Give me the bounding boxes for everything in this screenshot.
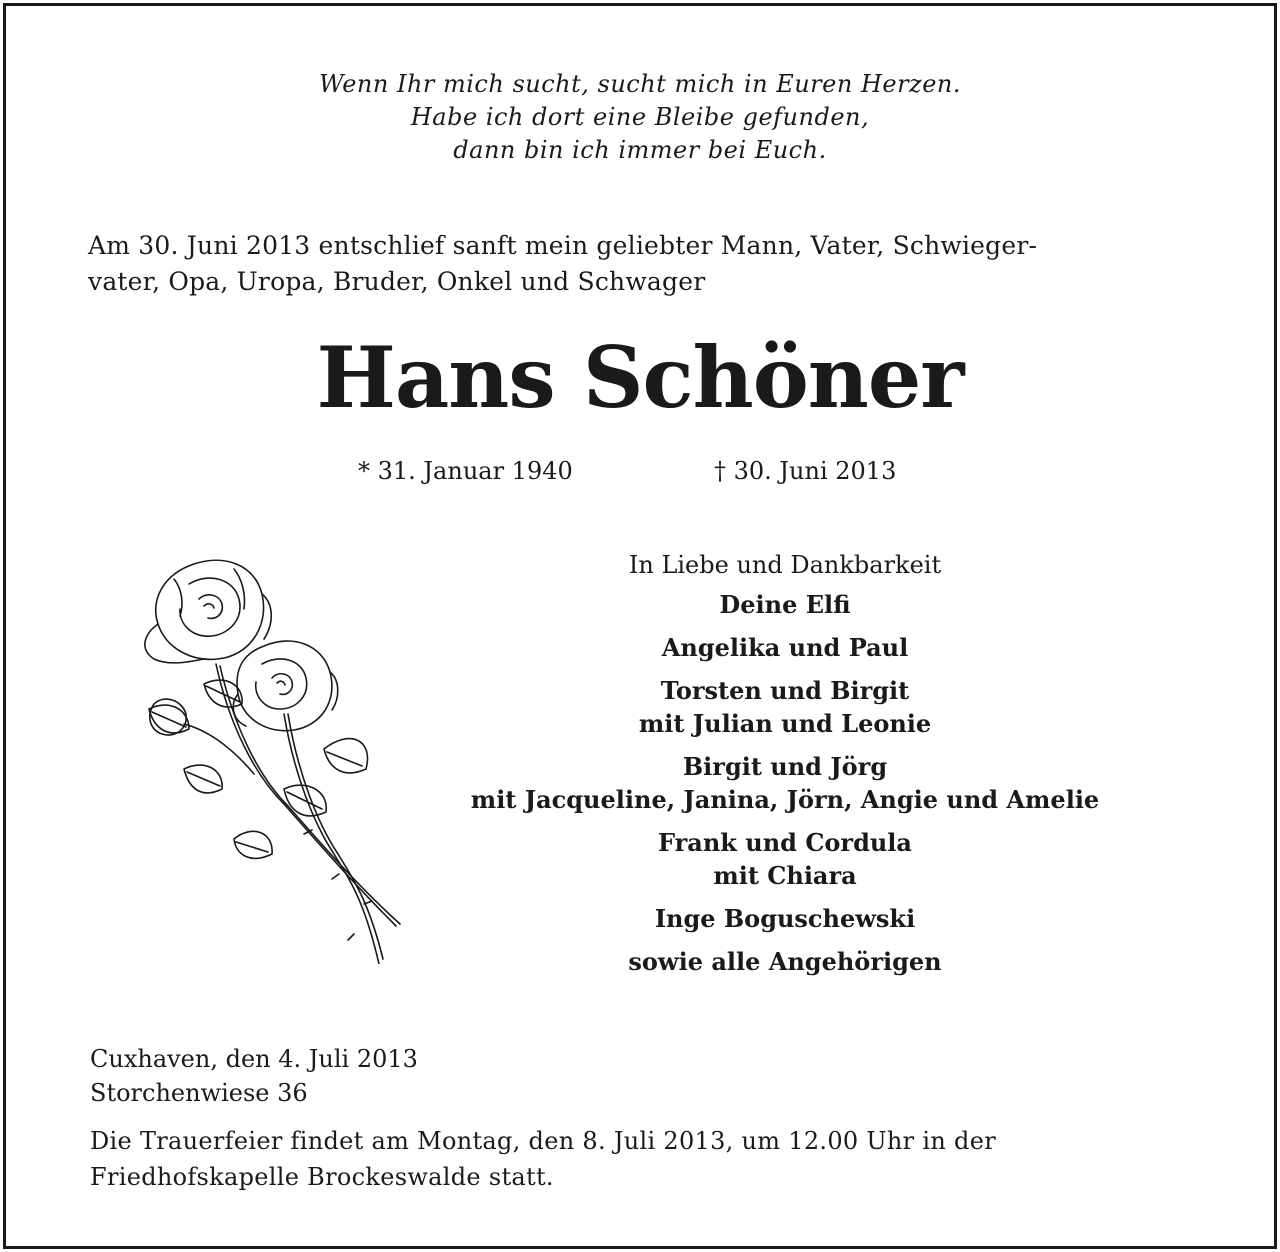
family-line: Torsten und Birgit — [660, 676, 910, 705]
intro-text — [88, 228, 1200, 300]
notice-line: Friedhofskapelle Brockeswalde statt. — [90, 1163, 554, 1191]
intro-line: Am 30. Juni 2013 entschlief sanft mein geliebter Mann, Vater, Schwieger- — [88, 231, 1038, 260]
intro-line: vater, Opa, Uropa, Bruder, Onkel und Schwager — [88, 267, 706, 296]
place-date: Cuxhaven, den 4. Juli 2013 — [90, 1045, 418, 1073]
family-group — [402, 750, 1168, 816]
family-lead: In Liebe und Dankbarkeit — [628, 551, 942, 579]
birth-date: * 31. Januar 1940 — [358, 457, 573, 485]
family-group — [402, 826, 1168, 892]
roses-icon — [134, 554, 406, 964]
obituary-frame — [3, 3, 1277, 1249]
family-group — [402, 902, 1168, 935]
family-line: Inge Boguschewski — [654, 904, 916, 933]
family-line: mit Chiara — [713, 861, 857, 890]
notice-line: Die Trauerfeier findet am Montag, den 8. Juli 2013, um 12.00 Uhr in der — [90, 1127, 996, 1155]
death-date: † 30. Juni 2013 — [714, 457, 897, 485]
deceased-name: Hans Schöner — [316, 328, 964, 427]
family-line: sowie alle Angehörigen — [628, 947, 942, 976]
family-line: Frank und Cordula — [658, 828, 912, 857]
family-group — [402, 588, 1168, 621]
place-and-address — [90, 1042, 418, 1110]
family-line: Deine Elfi — [719, 590, 851, 619]
family-group — [402, 631, 1168, 664]
motto-line: Habe ich dort eine Bleibe gefunden, — [410, 103, 870, 131]
motto-line: dann bin ich immer bei Euch. — [453, 136, 827, 164]
motto-line: Wenn Ihr mich sucht, sucht mich in Euren Herzen. — [319, 70, 961, 98]
family-group — [402, 674, 1168, 740]
funeral-notice — [90, 1123, 1202, 1195]
family-line: Birgit und Jörg — [682, 752, 888, 781]
family-group — [402, 945, 1168, 978]
family-line: mit Julian und Leonie — [638, 709, 932, 738]
family-line: mit Jacqueline, Janina, Jörn, Angie und Amelie — [470, 785, 1100, 814]
motto-verse — [6, 68, 1274, 167]
family-line: Angelika und Paul — [661, 633, 909, 662]
family-signatures — [402, 546, 1168, 988]
address: Storchenwiese 36 — [90, 1079, 308, 1107]
